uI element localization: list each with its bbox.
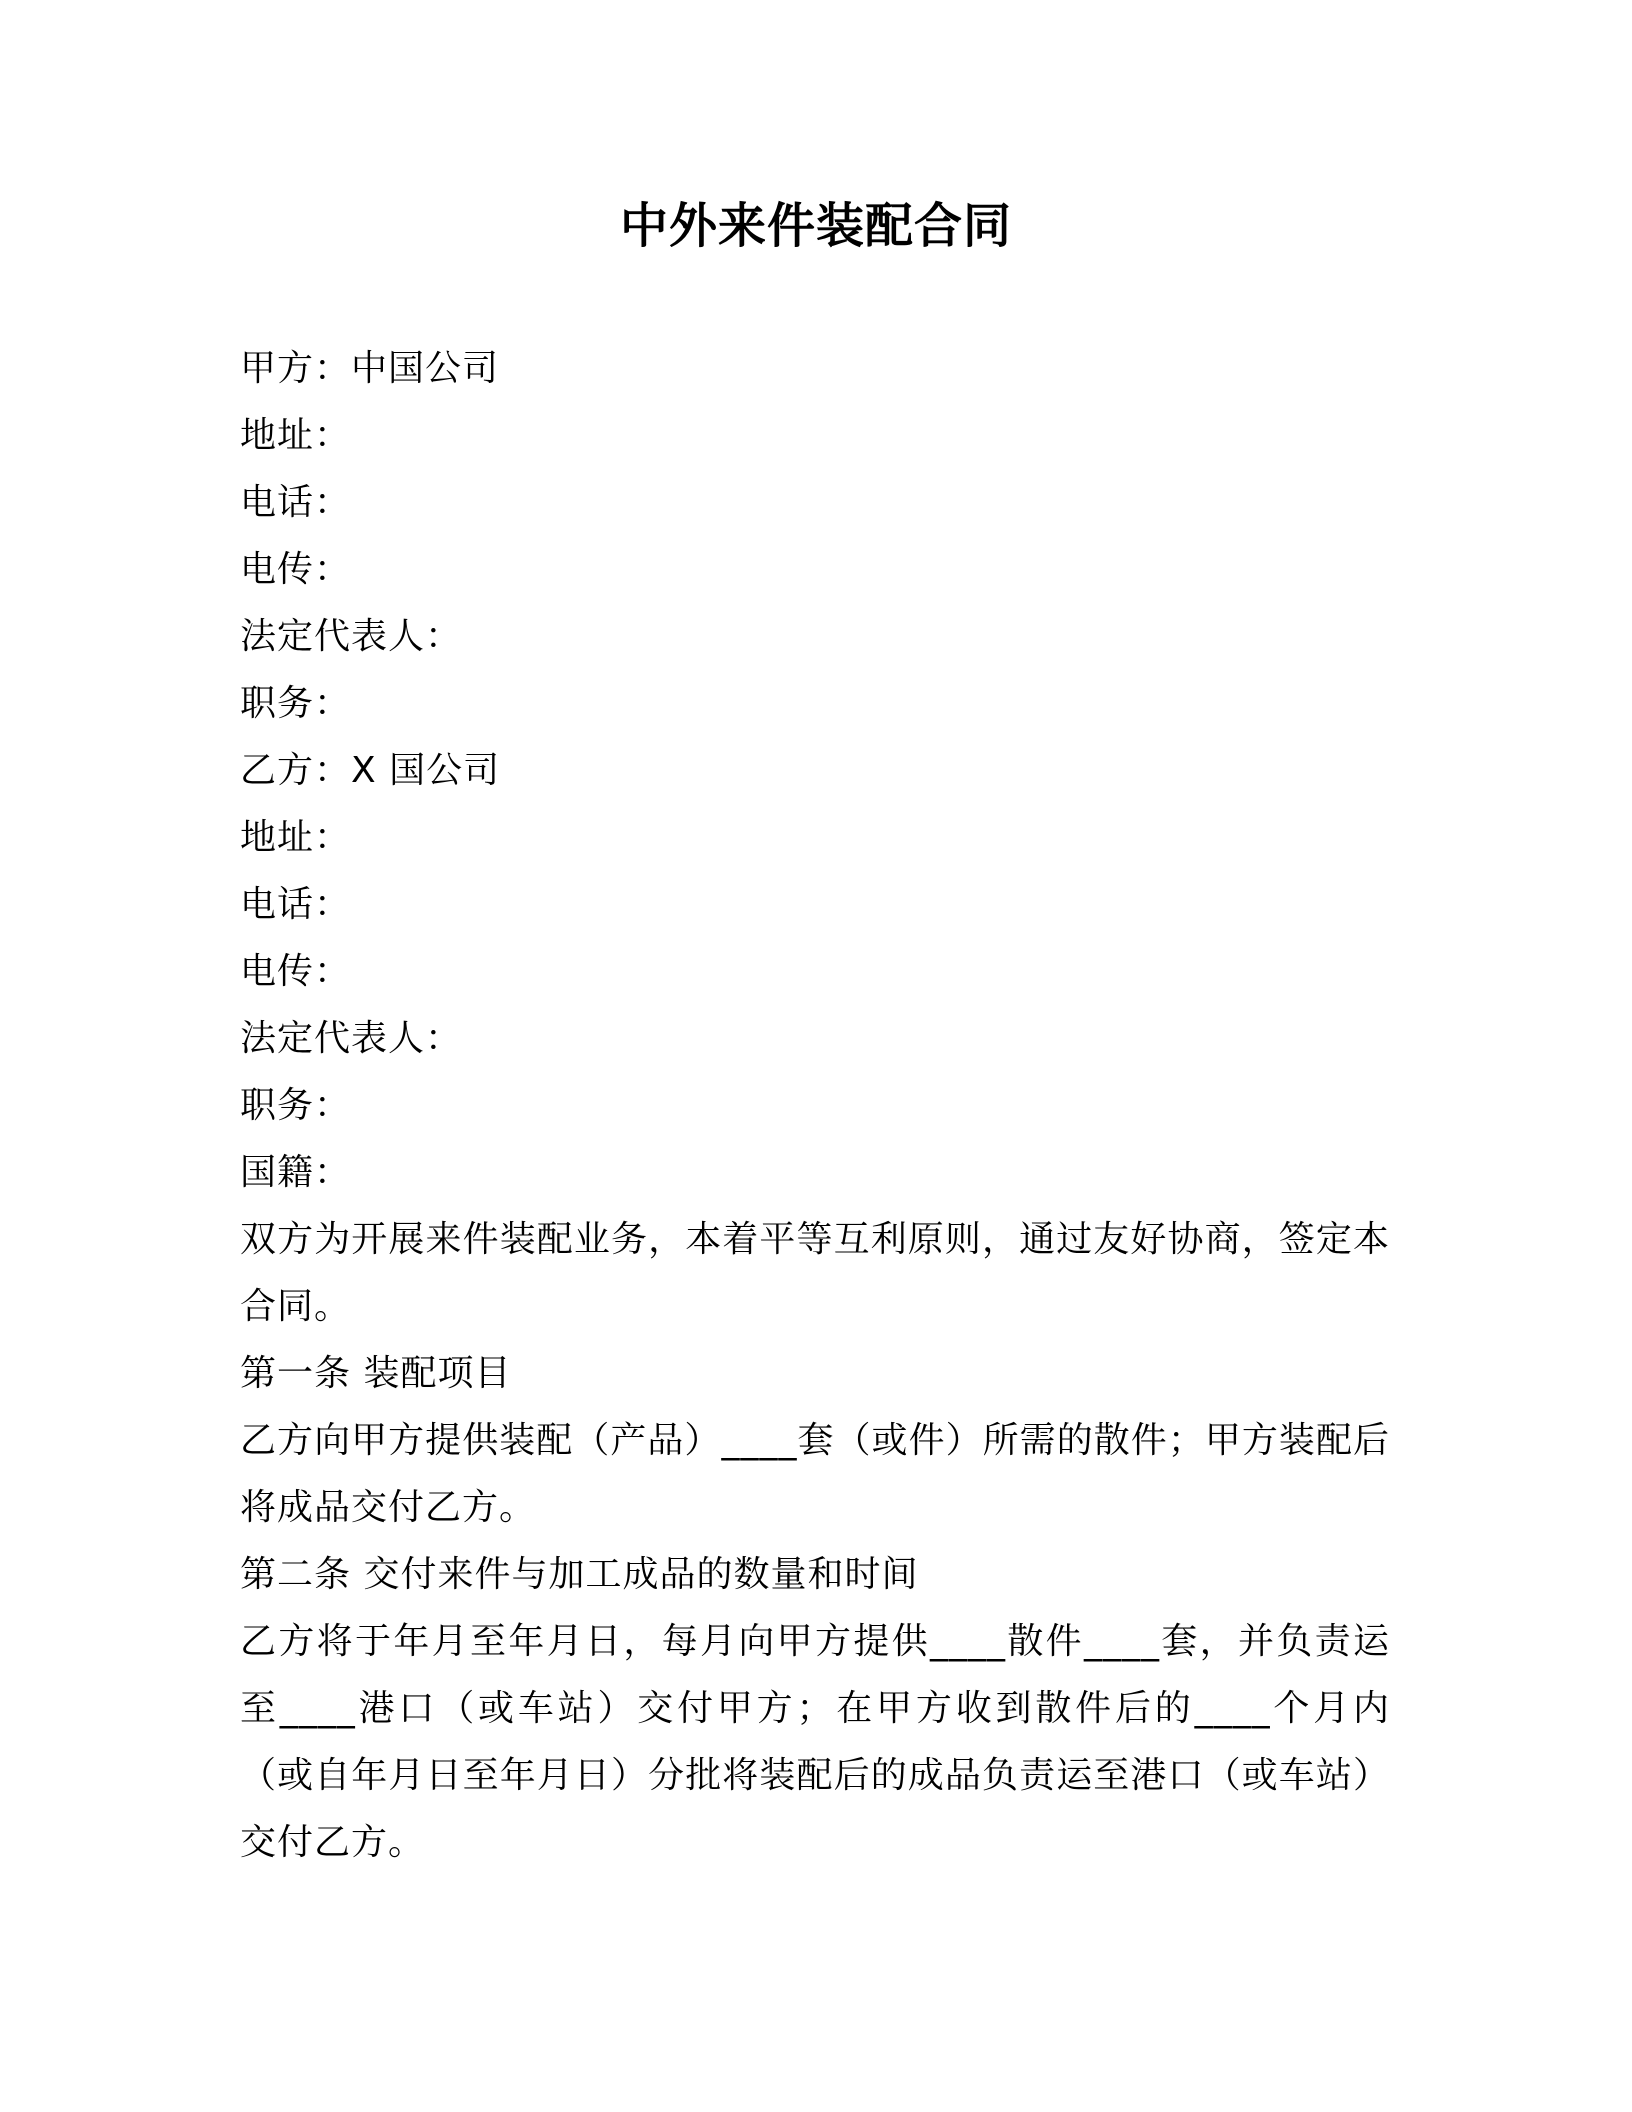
party-a-address: 地址： [240,415,352,456]
party-b-address: 地址： [240,817,352,858]
party-b-fax: 电传： [240,951,352,992]
party-a-position: 职务： [240,683,352,724]
party-a-fax: 电传： [240,549,352,590]
party-b-name: 乙方：X 国公司 [240,750,501,791]
party-a-legal-rep: 法定代表人： [240,616,463,657]
document-body [240,335,1390,1876]
preamble-paragraph: 双方为开展来件装配业务，本着平等互利原则，通过友好协商，签定本合同。 [240,1219,1390,1327]
party-b-phone: 电话： [240,884,352,925]
article-2-heading: 第二条 交付来件与加工成品的数量和时间 [240,1554,919,1595]
article-2-text: 乙方将于年月至年月日，每月向甲方提供____散件____套，并负责运至____港口（或车站）交付甲方；在甲方收到散件后的____个月内（或自年月日至年月日）分批将装配后的成品负责运至港口（或车站）交付乙方。 [240,1621,1390,1863]
party-a-name: 甲方：中国公司 [240,348,500,389]
article-1-text: 乙方向甲方提供装配（产品）____套（或件）所需的散件；甲方装配后将成品交付乙方。 [240,1420,1390,1528]
party-b-position: 职务： [240,1085,352,1126]
party-b-legal-rep: 法定代表人： [240,1018,463,1059]
document-title: 中外来件装配合同 [619,198,1012,254]
party-b-nationality: 国籍： [240,1152,352,1193]
party-a-phone: 电话： [240,482,352,523]
article-1-heading: 第一条 装配项目 [240,1353,512,1394]
